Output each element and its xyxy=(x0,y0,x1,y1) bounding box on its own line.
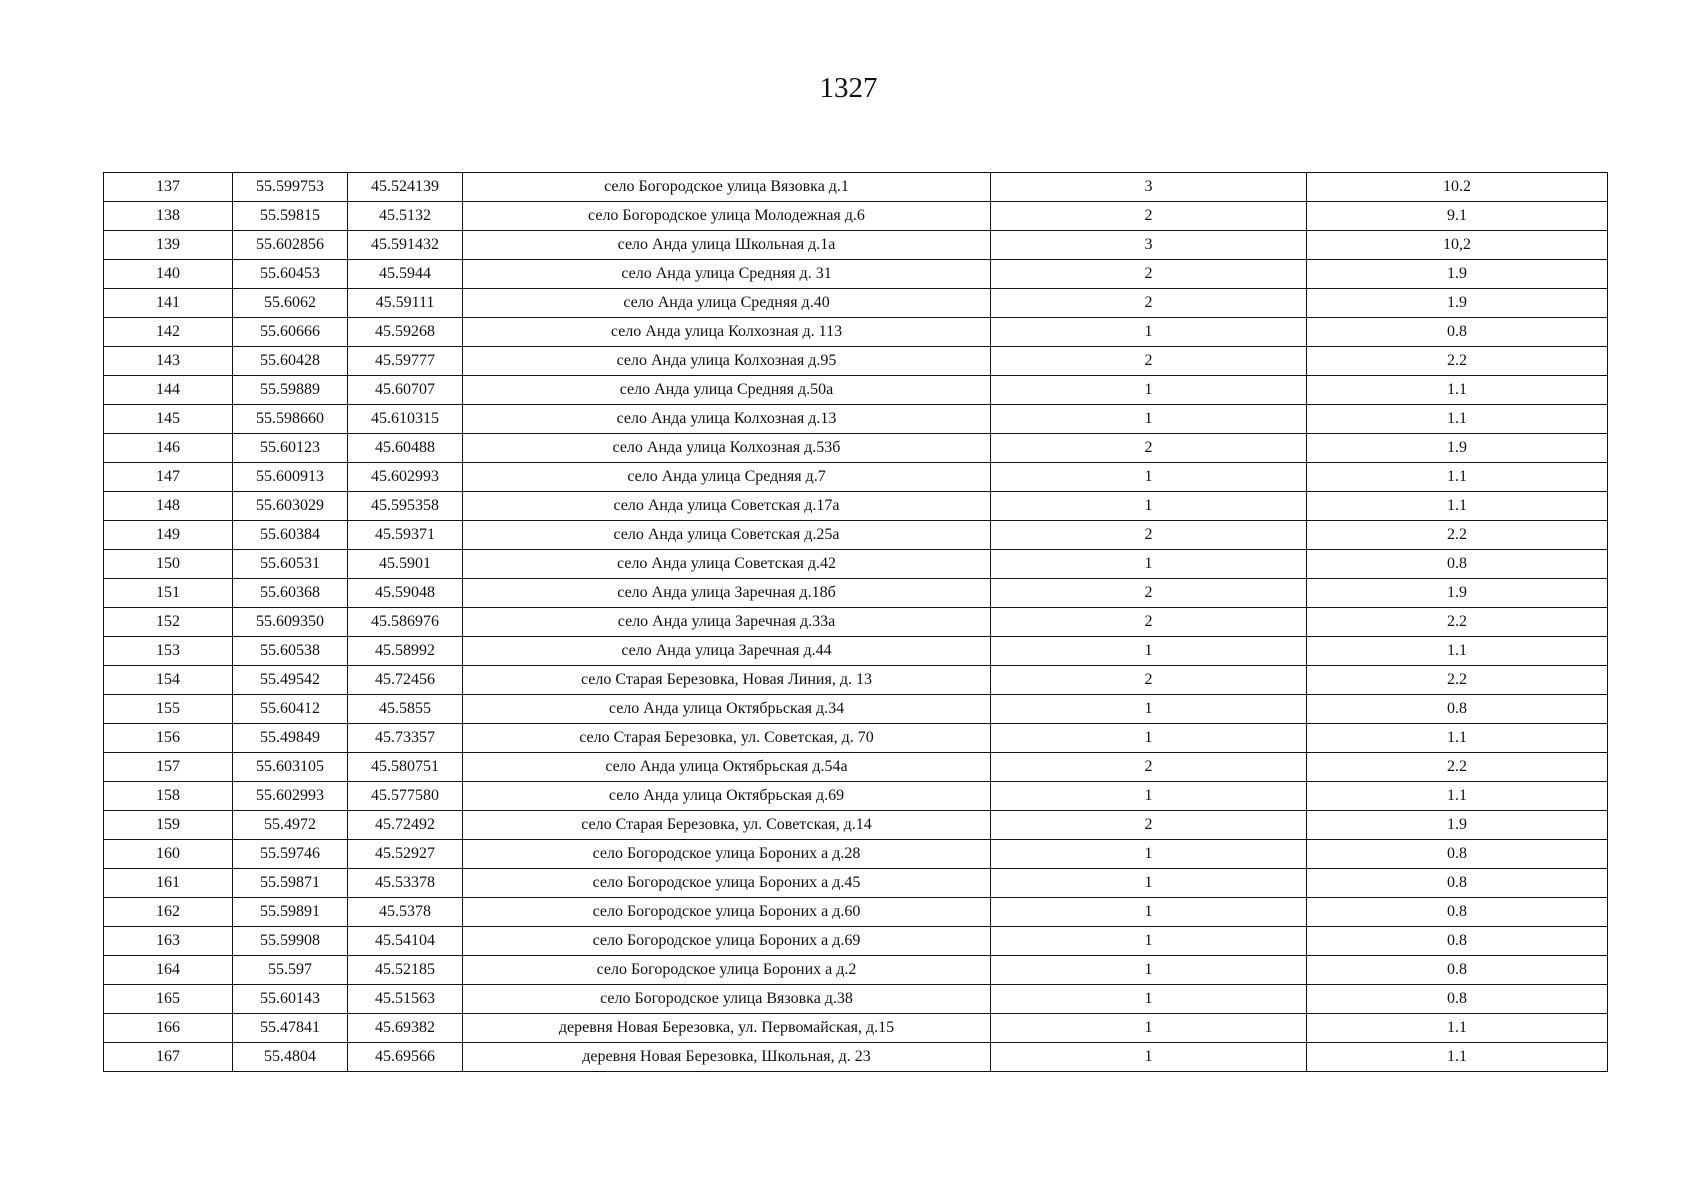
latitude-cell: 55.60666 xyxy=(233,318,348,347)
volume-cell: 1.1 xyxy=(1307,463,1608,492)
container-count-cell: 1 xyxy=(991,405,1307,434)
latitude-cell: 55.60428 xyxy=(233,347,348,376)
container-count-cell: 1 xyxy=(991,463,1307,492)
address-cell: село Богородское улица Молодежная д.6 xyxy=(463,202,991,231)
volume-cell: 1.9 xyxy=(1307,811,1608,840)
volume-cell: 1.1 xyxy=(1307,376,1608,405)
latitude-cell: 55.60531 xyxy=(233,550,348,579)
table-row xyxy=(104,869,1608,898)
row-number-cell: 139 xyxy=(104,231,233,260)
row-number-cell: 163 xyxy=(104,927,233,956)
address-cell: село Анда улица Октябрьская д.34 xyxy=(463,695,991,724)
table-row xyxy=(104,289,1608,318)
address-cell: село Анда улица Школьная д.1а xyxy=(463,231,991,260)
volume-cell: 2.2 xyxy=(1307,608,1608,637)
row-number-cell: 138 xyxy=(104,202,233,231)
table-row xyxy=(104,782,1608,811)
volume-cell: 1.1 xyxy=(1307,782,1608,811)
row-number-cell: 164 xyxy=(104,956,233,985)
table-row xyxy=(104,492,1608,521)
registry-table-body xyxy=(104,173,1608,1072)
volume-cell: 1.1 xyxy=(1307,405,1608,434)
volume-cell: 0.8 xyxy=(1307,550,1608,579)
latitude-cell: 55.60412 xyxy=(233,695,348,724)
longitude-cell: 45.72456 xyxy=(348,666,463,695)
latitude-cell: 55.59891 xyxy=(233,898,348,927)
container-count-cell: 1 xyxy=(991,1014,1307,1043)
container-count-cell: 2 xyxy=(991,608,1307,637)
row-number-cell: 137 xyxy=(104,173,233,202)
container-count-cell: 1 xyxy=(991,1043,1307,1072)
address-cell: село Анда улица Октябрьская д.69 xyxy=(463,782,991,811)
container-count-cell: 2 xyxy=(991,289,1307,318)
latitude-cell: 55.49849 xyxy=(233,724,348,753)
longitude-cell: 45.5901 xyxy=(348,550,463,579)
volume-cell: 2.2 xyxy=(1307,666,1608,695)
volume-cell: 0.8 xyxy=(1307,840,1608,869)
row-number-cell: 143 xyxy=(104,347,233,376)
address-cell: село Анда улица Колхозная д.13 xyxy=(463,405,991,434)
longitude-cell: 45.58992 xyxy=(348,637,463,666)
row-number-cell: 150 xyxy=(104,550,233,579)
row-number-cell: 146 xyxy=(104,434,233,463)
latitude-cell: 55.59889 xyxy=(233,376,348,405)
address-cell: село Анда улица Советская д.25а xyxy=(463,521,991,550)
latitude-cell: 55.60368 xyxy=(233,579,348,608)
volume-cell: 1.9 xyxy=(1307,289,1608,318)
longitude-cell: 45.69382 xyxy=(348,1014,463,1043)
row-number-cell: 148 xyxy=(104,492,233,521)
longitude-cell: 45.5944 xyxy=(348,260,463,289)
row-number-cell: 166 xyxy=(104,1014,233,1043)
row-number-cell: 159 xyxy=(104,811,233,840)
volume-cell: 1.1 xyxy=(1307,1043,1608,1072)
volume-cell: 9.1 xyxy=(1307,202,1608,231)
longitude-cell: 45.53378 xyxy=(348,869,463,898)
latitude-cell: 55.59871 xyxy=(233,869,348,898)
row-number-cell: 147 xyxy=(104,463,233,492)
row-number-cell: 154 xyxy=(104,666,233,695)
longitude-cell: 45.59111 xyxy=(348,289,463,318)
table-row xyxy=(104,463,1608,492)
container-count-cell: 2 xyxy=(991,260,1307,289)
longitude-cell: 45.5855 xyxy=(348,695,463,724)
volume-cell: 2.2 xyxy=(1307,347,1608,376)
latitude-cell: 55.4804 xyxy=(233,1043,348,1072)
container-count-cell: 1 xyxy=(991,927,1307,956)
table-row xyxy=(104,695,1608,724)
latitude-cell: 55.600913 xyxy=(233,463,348,492)
address-cell: село Анда улица Колхозная д. 113 xyxy=(463,318,991,347)
latitude-cell: 55.60143 xyxy=(233,985,348,1014)
page-number: 1327 xyxy=(819,72,878,104)
table-row xyxy=(104,811,1608,840)
row-number-cell: 157 xyxy=(104,753,233,782)
longitude-cell: 45.59268 xyxy=(348,318,463,347)
container-count-cell: 3 xyxy=(991,173,1307,202)
table-row xyxy=(104,1043,1608,1072)
container-count-cell: 2 xyxy=(991,347,1307,376)
address-cell: село Анда улица Заречная д.44 xyxy=(463,637,991,666)
latitude-cell: 55.60453 xyxy=(233,260,348,289)
row-number-cell: 142 xyxy=(104,318,233,347)
address-cell: село Старая Березовка, ул. Советская, д. 70 xyxy=(463,724,991,753)
address-cell: село Богородское улица Бороних а д.69 xyxy=(463,927,991,956)
longitude-cell: 45.73357 xyxy=(348,724,463,753)
table-row xyxy=(104,376,1608,405)
latitude-cell: 55.609350 xyxy=(233,608,348,637)
table-row xyxy=(104,956,1608,985)
container-count-cell: 1 xyxy=(991,782,1307,811)
volume-cell: 1.9 xyxy=(1307,260,1608,289)
latitude-cell: 55.60538 xyxy=(233,637,348,666)
container-count-cell: 2 xyxy=(991,811,1307,840)
longitude-cell: 45.595358 xyxy=(348,492,463,521)
longitude-cell: 45.610315 xyxy=(348,405,463,434)
longitude-cell: 45.586976 xyxy=(348,608,463,637)
container-count-cell: 1 xyxy=(991,492,1307,521)
longitude-cell: 45.60488 xyxy=(348,434,463,463)
latitude-cell: 55.602993 xyxy=(233,782,348,811)
row-number-cell: 167 xyxy=(104,1043,233,1072)
volume-cell: 0.8 xyxy=(1307,695,1608,724)
container-count-cell: 2 xyxy=(991,579,1307,608)
latitude-cell: 55.60384 xyxy=(233,521,348,550)
table-row xyxy=(104,231,1608,260)
address-cell: деревня Новая Березовка, Школьная, д. 23 xyxy=(463,1043,991,1072)
container-count-cell: 2 xyxy=(991,434,1307,463)
volume-cell: 1.1 xyxy=(1307,492,1608,521)
table-row xyxy=(104,550,1608,579)
latitude-cell: 55.6062 xyxy=(233,289,348,318)
table-row xyxy=(104,1014,1608,1043)
row-number-cell: 145 xyxy=(104,405,233,434)
row-number-cell: 140 xyxy=(104,260,233,289)
longitude-cell: 45.51563 xyxy=(348,985,463,1014)
table-row xyxy=(104,753,1608,782)
container-count-cell: 3 xyxy=(991,231,1307,260)
container-count-cell: 1 xyxy=(991,318,1307,347)
volume-cell: 1.1 xyxy=(1307,637,1608,666)
address-cell: село Анда улица Заречная д.18б xyxy=(463,579,991,608)
longitude-cell: 45.52927 xyxy=(348,840,463,869)
volume-cell: 2.2 xyxy=(1307,521,1608,550)
longitude-cell: 45.577580 xyxy=(348,782,463,811)
table-row xyxy=(104,318,1608,347)
container-count-cell: 1 xyxy=(991,637,1307,666)
container-count-cell: 1 xyxy=(991,898,1307,927)
container-count-cell: 1 xyxy=(991,695,1307,724)
longitude-cell: 45.524139 xyxy=(348,173,463,202)
container-count-cell: 1 xyxy=(991,956,1307,985)
longitude-cell: 45.59371 xyxy=(348,521,463,550)
table-row xyxy=(104,173,1608,202)
longitude-cell: 45.52185 xyxy=(348,956,463,985)
address-cell: село Анда улица Советская д.42 xyxy=(463,550,991,579)
table-row xyxy=(104,434,1608,463)
volume-cell: 1.9 xyxy=(1307,579,1608,608)
latitude-cell: 55.597 xyxy=(233,956,348,985)
row-number-cell: 153 xyxy=(104,637,233,666)
latitude-cell: 55.59815 xyxy=(233,202,348,231)
table-row xyxy=(104,260,1608,289)
container-count-cell: 2 xyxy=(991,753,1307,782)
longitude-cell: 45.59048 xyxy=(348,579,463,608)
latitude-cell: 55.603105 xyxy=(233,753,348,782)
row-number-cell: 156 xyxy=(104,724,233,753)
container-count-cell: 2 xyxy=(991,666,1307,695)
volume-cell: 10,2 xyxy=(1307,231,1608,260)
container-count-cell: 1 xyxy=(991,869,1307,898)
longitude-cell: 45.580751 xyxy=(348,753,463,782)
volume-cell: 0.8 xyxy=(1307,956,1608,985)
volume-cell: 2.2 xyxy=(1307,753,1608,782)
row-number-cell: 160 xyxy=(104,840,233,869)
longitude-cell: 45.60707 xyxy=(348,376,463,405)
volume-cell: 0.8 xyxy=(1307,927,1608,956)
row-number-cell: 165 xyxy=(104,985,233,1014)
table-row xyxy=(104,347,1608,376)
table-row xyxy=(104,666,1608,695)
address-cell: село Богородское улица Бороних а д.28 xyxy=(463,840,991,869)
volume-cell: 1.1 xyxy=(1307,1014,1608,1043)
volume-cell: 1.1 xyxy=(1307,724,1608,753)
table-row xyxy=(104,927,1608,956)
address-cell: село Старая Березовка, Новая Линия, д. 13 xyxy=(463,666,991,695)
longitude-cell: 45.72492 xyxy=(348,811,463,840)
address-cell: село Богородское улица Вязовка д.1 xyxy=(463,173,991,202)
container-count-cell: 1 xyxy=(991,840,1307,869)
longitude-cell: 45.59777 xyxy=(348,347,463,376)
longitude-cell: 45.69566 xyxy=(348,1043,463,1072)
address-cell: село Анда улица Колхозная д.53б xyxy=(463,434,991,463)
address-cell: село Анда улица Колхозная д.95 xyxy=(463,347,991,376)
address-cell: деревня Новая Березовка, ул. Первомайская, д.15 xyxy=(463,1014,991,1043)
address-cell: село Богородское улица Бороних а д.2 xyxy=(463,956,991,985)
volume-cell: 10.2 xyxy=(1307,173,1608,202)
table-row xyxy=(104,724,1608,753)
address-cell: село Анда улица Средняя д.50а xyxy=(463,376,991,405)
address-cell: село Анда улица Заречная д.33а xyxy=(463,608,991,637)
longitude-cell: 45.591432 xyxy=(348,231,463,260)
latitude-cell: 55.47841 xyxy=(233,1014,348,1043)
table-row xyxy=(104,637,1608,666)
table-row xyxy=(104,840,1608,869)
longitude-cell: 45.5132 xyxy=(348,202,463,231)
table-row xyxy=(104,608,1608,637)
row-number-cell: 152 xyxy=(104,608,233,637)
container-count-cell: 2 xyxy=(991,202,1307,231)
row-number-cell: 161 xyxy=(104,869,233,898)
row-number-cell: 141 xyxy=(104,289,233,318)
registry-table xyxy=(103,172,1608,1072)
table-row xyxy=(104,521,1608,550)
address-cell: село Анда улица Советская д.17а xyxy=(463,492,991,521)
table-row xyxy=(104,898,1608,927)
address-cell: село Богородское улица Бороних а д.60 xyxy=(463,898,991,927)
address-cell: село Богородское улица Бороних а д.45 xyxy=(463,869,991,898)
row-number-cell: 158 xyxy=(104,782,233,811)
container-count-cell: 1 xyxy=(991,724,1307,753)
volume-cell: 0.8 xyxy=(1307,869,1608,898)
latitude-cell: 55.4972 xyxy=(233,811,348,840)
container-count-cell: 1 xyxy=(991,376,1307,405)
address-cell: село Анда улица Октябрьская д.54а xyxy=(463,753,991,782)
container-count-cell: 1 xyxy=(991,985,1307,1014)
longitude-cell: 45.602993 xyxy=(348,463,463,492)
address-cell: село Богородское улица Вязовка д.38 xyxy=(463,985,991,1014)
row-number-cell: 155 xyxy=(104,695,233,724)
row-number-cell: 144 xyxy=(104,376,233,405)
container-count-cell: 2 xyxy=(991,521,1307,550)
longitude-cell: 45.5378 xyxy=(348,898,463,927)
address-cell: село Анда улица Средняя д.7 xyxy=(463,463,991,492)
address-cell: село Старая Березовка, ул. Советская, д.14 xyxy=(463,811,991,840)
volume-cell: 0.8 xyxy=(1307,898,1608,927)
longitude-cell: 45.54104 xyxy=(348,927,463,956)
volume-cell: 0.8 xyxy=(1307,985,1608,1014)
volume-cell: 0.8 xyxy=(1307,318,1608,347)
volume-cell: 1.9 xyxy=(1307,434,1608,463)
table-row xyxy=(104,405,1608,434)
row-number-cell: 151 xyxy=(104,579,233,608)
table-row xyxy=(104,985,1608,1014)
latitude-cell: 55.59908 xyxy=(233,927,348,956)
latitude-cell: 55.602856 xyxy=(233,231,348,260)
latitude-cell: 55.49542 xyxy=(233,666,348,695)
row-number-cell: 149 xyxy=(104,521,233,550)
latitude-cell: 55.599753 xyxy=(233,173,348,202)
table-row xyxy=(104,579,1608,608)
latitude-cell: 55.59746 xyxy=(233,840,348,869)
address-cell: село Анда улица Средняя д.40 xyxy=(463,289,991,318)
latitude-cell: 55.603029 xyxy=(233,492,348,521)
latitude-cell: 55.60123 xyxy=(233,434,348,463)
address-cell: село Анда улица Средняя д. 31 xyxy=(463,260,991,289)
container-count-cell: 1 xyxy=(991,550,1307,579)
row-number-cell: 162 xyxy=(104,898,233,927)
table-row xyxy=(104,202,1608,231)
latitude-cell: 55.598660 xyxy=(233,405,348,434)
